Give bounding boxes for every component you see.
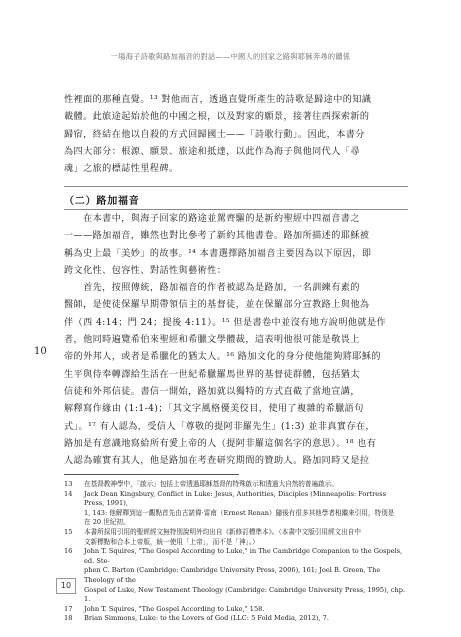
footnote-continuation: 1, 143: 他解釋到這一觀點首先由古諾偉·雷南（Ernest Renan）隨後有很多其他學者相繼來引用，特別是 [84, 508, 395, 517]
footnote-text: 本書所採用引用的聖經經文無特別說明外均出自《新修訂標準本》。（本書中文版引用經文出自中 [84, 527, 361, 536]
footnote-number: 17 [64, 604, 73, 613]
footnote-continuation: 文新標點和合本上帝版，統一使用「上帝」，而不是「神」。） [84, 537, 259, 546]
text-line: 帝的外邦人，或者是希臘化的猶太人。¹⁶ 路加文化的身分使他能夠將耶穌的 [64, 352, 381, 363]
footnote-text: Brian Simmons, Luke: to the Lovers of God (LLC: 5 Fold Media, 2012), 7. [84, 614, 329, 623]
text-line: 歸宿，終結在他以自殺的方式回歸國土——「詩歌行動」。因此，本書分 [64, 129, 365, 140]
footnote-number: 18 [64, 614, 73, 623]
text-line: 載體。此旅途起始於他的中國之根，以及對家的願景，接著往西探索新的 [64, 112, 370, 123]
text-line: 魂」之旅的標誌性里程碑。 [64, 164, 179, 175]
text-line: 一——路加福音，雖然也對比參考了新約其他書卷。路加所描述的耶穌被 [64, 231, 370, 242]
footnote-16 [64, 547, 408, 566]
text-line: 性裡面的那種直覺。¹³ 對他而言，透過直覺所產生的詩歌是歸途中的知識 [64, 95, 372, 105]
footnote-number: 15 [64, 527, 73, 536]
text-line: 醫師，是使徒保羅早期帶領信主的基督徒，並在保羅部分宣教路上與他為 [64, 300, 370, 311]
footnote-text: 在基督教神學中，「啟示」包括上帝透過耶穌基督的特殊啟示和透過大自然的普遍啟示。 [84, 480, 338, 488]
section-rule-top [64, 186, 408, 187]
text-line: 稱為史上最「美妙」的故事。¹⁴ 本書選擇路加福音主要因為以下原因，即 [64, 248, 372, 259]
page-number: 10 [56, 578, 76, 594]
paragraph-2 [64, 211, 408, 470]
footnote-separator [64, 474, 239, 475]
text-line: 信徒和外邦信徒。書信一開始，路加就以獨特的方式直截了當地宣講， [64, 386, 360, 397]
footnote-continuation: phen C. Barton (Cambridge: Cambridge University Press, 2006), 161; Joel B. Green, The Theology of the [84, 566, 381, 584]
running-header: 一場海子詩歌與路加福音的對話——中國人的回家之路與耶穌奔尋的饋係 [110, 52, 351, 61]
text-line: 路加是有意識地寫給所有愛上帝的人（提阿非羅這個名字的意思）。¹⁸ 也有 [64, 438, 377, 449]
footnote-18 [64, 614, 408, 624]
footnote-13 [64, 480, 408, 490]
text-line: 人認為確實有其人，他是路加在考查研究期間的贊助人。路加同時又是拉 [64, 456, 370, 467]
footnotes [64, 480, 408, 624]
footnote-17 [64, 605, 408, 615]
text-line: 者，他同時遍覽希伯來聖經和希臘文學體裁，這表明他很可能是敬畏上 [64, 335, 360, 346]
text-line: 伴（西 4:14；門 24；提後 4:11）。¹⁵ 但是書卷中並沒有地方說明他就是作 [64, 317, 387, 328]
footnote-text: Jack Dean Kingsbury, Conflict in Luke: Jesus, Authorities, Disciples (Minneapolis: Fortress Press, 1991), [84, 489, 386, 508]
text-line: 為四大部分：根源、願景、旅途和抵達，以此作為海子與他同代人「尋 [64, 146, 360, 157]
text-line: 跨文化性、包容性、對話性與藝術性： [64, 265, 227, 276]
footnote-text: John T. Squires, "The Gospel According to Luke," in The Cambridge Companion to the Gospels, ed. Ste- [84, 547, 403, 565]
text-line: 式」。¹⁷ 有人認為，受信人「尊敬的提阿非羅先生」(1:3) 並非真實存在， [64, 421, 376, 432]
footnote-15 [64, 528, 408, 538]
text-line: 生平與侍奉轉譯給生活在一世紀希臘羅馬世界的基督徒群體，包括猶太 [64, 369, 360, 380]
section-heading: （二）路加福音 [64, 196, 140, 207]
footnote-continuation: Gospel of Luke, New Testament Theology (Cambridge: Cambridge University Press, 1995), chp. 1. [84, 585, 406, 604]
footnote-14 [64, 490, 408, 509]
section-rule-bottom [64, 209, 408, 210]
footnote-number: 14 [64, 489, 73, 498]
footnote-number: 16 [64, 547, 73, 556]
footnote-number: 13 [64, 480, 73, 488]
text-line: 在本書中，與海子回家的路途並駕齊驅的是新約聖經中四福音書之 [64, 214, 360, 224]
text-line: 解釋寫作緣由 (1:1-4)；「其文字風格優美佼目，使用了複雜的希臘語句 [64, 404, 364, 415]
text-line: 首先，按照傳統，路加福音的作者被認為是路加，一名訓練有素的 [64, 283, 360, 294]
footnote-continuation: 在 20 世紀初。 [84, 518, 130, 527]
footnote-text: John T. Squires, "The Gospel According to Luke," 158. [84, 604, 265, 613]
paragraph-1 [64, 92, 408, 178]
margin-page-number: 10 [34, 346, 47, 357]
